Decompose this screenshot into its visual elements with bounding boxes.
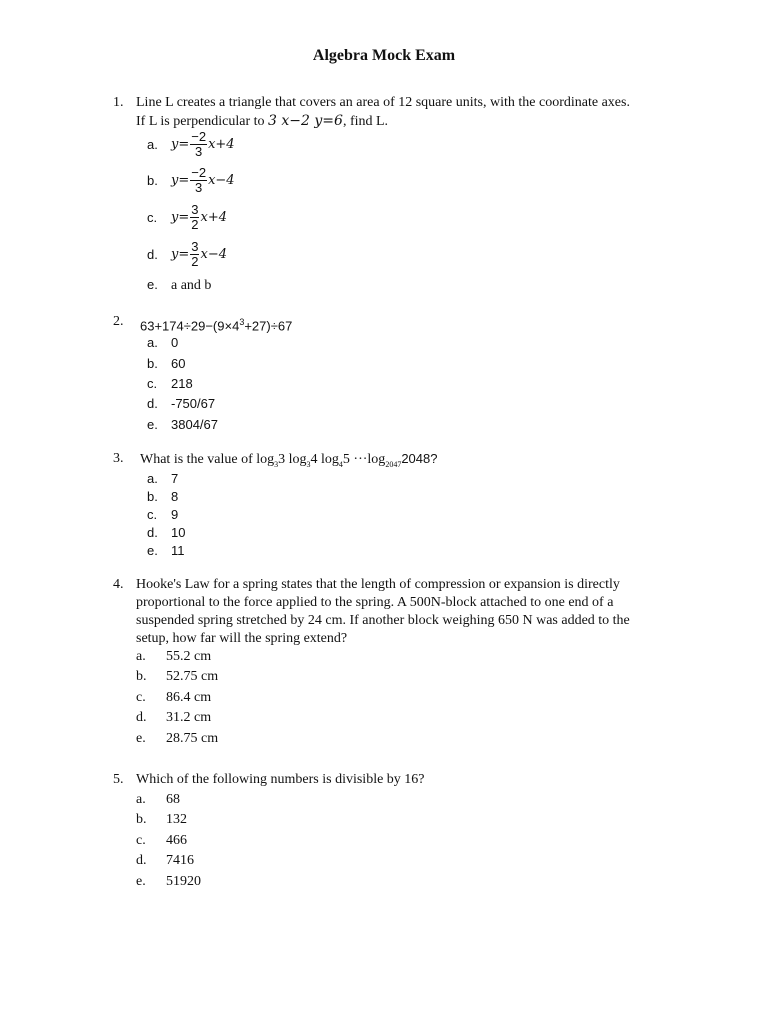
option-item[interactable]: c. y= $\frac{3}{2}$ x+4: [147, 202, 227, 232]
question-expression: $63+174\div 29-(9\times 4^3+27)\div 67$: [140, 317, 293, 334]
option-item[interactable]: b. 60: [147, 356, 186, 371]
option-item[interactable]: b. 132: [136, 812, 187, 827]
question-number: 3.: [113, 451, 124, 466]
question-line: Hooke's Law for a spring states that the length of compression or expansion is directly: [136, 577, 620, 592]
option-item[interactable]: d. 7416: [136, 853, 194, 868]
fraction: $\frac{-2}{3}$: [191, 129, 207, 159]
option-item[interactable]: a. 0: [147, 335, 179, 350]
equation: 3 x−2 y=6: [268, 113, 343, 129]
question-line: What is the value of $\log_33$ $\log_34$ $\log_45 \cdot\cdot\cdot\log_{2047}2048$?: [140, 451, 438, 469]
question-number: 4.: [113, 577, 124, 592]
option-item[interactable]: c. 86.4 cm: [136, 690, 212, 705]
question-number: 2.: [113, 314, 124, 329]
question-line: If L is perpendicular to 3 x−2 y=6, find L.: [136, 113, 389, 129]
option-item[interactable]: e. 3804/67: [147, 417, 218, 432]
option-item[interactable]: d. -750/67: [147, 396, 216, 411]
option-item[interactable]: c. 9: [147, 507, 179, 522]
option-item[interactable]: a. y= $\frac{-2}{3}$ x+4: [147, 129, 235, 159]
question-number: 5.: [113, 772, 124, 787]
option-item[interactable]: e. a and b: [147, 277, 212, 293]
option-item[interactable]: b. y= $\frac{-2}{3}$ x−4: [147, 165, 235, 195]
question-number: 1.: [113, 95, 124, 110]
fraction: $\frac{3}{2}$: [191, 202, 199, 232]
option-item[interactable]: a. 68: [136, 792, 180, 807]
option-item[interactable]: c. 218: [147, 376, 193, 391]
question-line: Which of the following numbers is divisible by 16?: [136, 772, 425, 787]
option-item[interactable]: e. 28.75 cm: [136, 731, 219, 746]
option-item[interactable]: b. 52.75 cm: [136, 669, 219, 684]
option-item[interactable]: d. y= $\frac{3}{2}$ x−4: [147, 239, 227, 269]
option-item[interactable]: d. 31.2 cm: [136, 710, 212, 725]
fraction: $\frac{-2}{3}$: [191, 165, 207, 195]
option-item[interactable]: b. 8: [147, 489, 179, 504]
option-item[interactable]: c. 466: [136, 833, 187, 848]
question-line: setup, how far will the spring extend?: [136, 631, 348, 646]
option-item[interactable]: e. 11: [147, 543, 185, 558]
option-item[interactable]: d. 10: [147, 525, 186, 540]
question-line: proportional to the force applied to the spring. A 500N-block attached to one end of a: [136, 595, 614, 610]
question-line: Line L creates a triangle that covers an area of 12 square units, with the coordinate axes.: [136, 95, 630, 110]
fraction: $\frac{3}{2}$: [191, 239, 199, 269]
option-item[interactable]: a. 7: [147, 471, 179, 486]
question-line: suspended spring stretched by 24 cm. If another block weighing 650 N was added to the: [136, 613, 630, 628]
option-item[interactable]: e. 51920: [136, 874, 201, 889]
page-title: Algebra Mock Exam: [312, 47, 456, 64]
option-item[interactable]: a. 55.2 cm: [136, 649, 212, 664]
